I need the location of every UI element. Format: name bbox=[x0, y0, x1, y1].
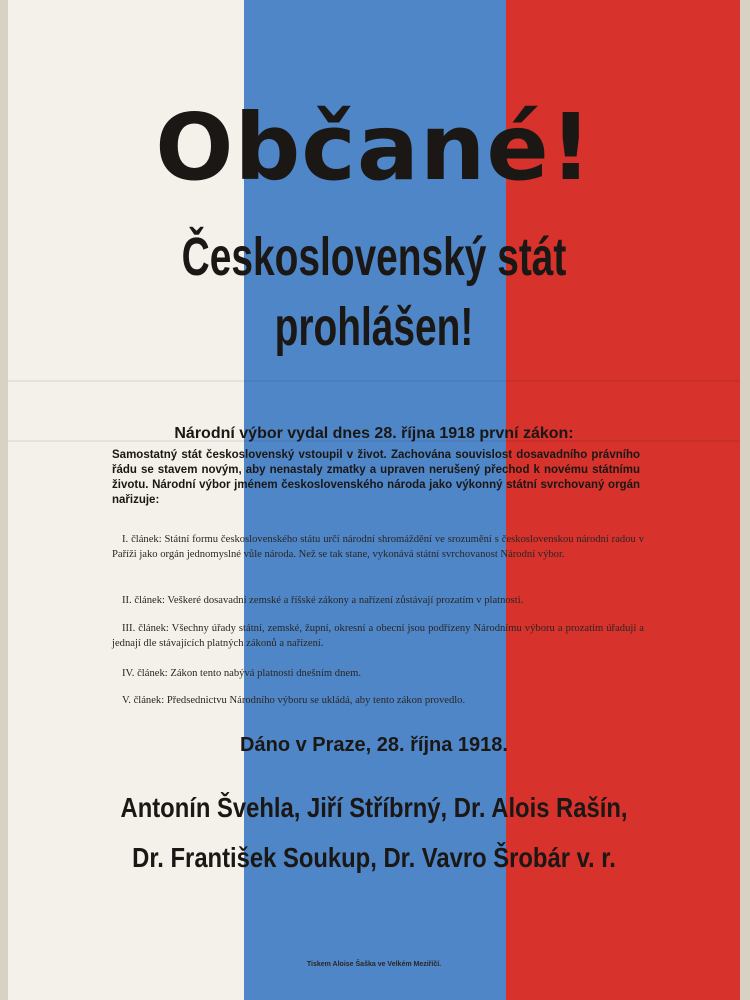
committee-announcement: Národní výbor vydal dnes 28. října 1918 první zákon: bbox=[174, 425, 574, 442]
article-3: III. článek: Všechny úřady státní, zemské, župní, okresní a obecní jsou podřízeny Národnímu výboru a prozatím úřadují a jednají dle stávajících platných zákonů a nařízení. bbox=[112, 623, 644, 649]
proclamation-poster bbox=[8, 0, 740, 1000]
paper-fold-line bbox=[8, 380, 740, 382]
signers-line-2: Dr. František Soukup, Dr. Vavro Šrobár v. r. bbox=[132, 842, 616, 873]
article-5: V. článek: Předsednictvu Národního výboru se ukládá, aby tento zákon provedlo. bbox=[122, 695, 466, 706]
subheadline-line-2: prohlášen! bbox=[274, 297, 474, 357]
printer-imprint: Tiskem Aloise Šaška ve Velkém Meziříčí. bbox=[306, 961, 442, 968]
given-in-prague-line: Dáno v Praze, 28. října 1918. bbox=[240, 734, 508, 756]
headline: Občané! bbox=[155, 94, 593, 201]
article-2: II. článek: Veškeré dosavadní zemské a říšské zákony a nařízení zůstávají prozatím v platnosti. bbox=[122, 595, 524, 606]
article-4: IV. článek: Zákon tento nabývá platnosti dnešním dnem. bbox=[122, 668, 361, 679]
signers-line-1: Antonín Švehla, Jiří Stříbrný, Dr. Alois Rašín, bbox=[120, 792, 628, 823]
intro-paragraph: Samostatný stát československý vstoupil v život. Zachována souvislost dosavadního právního řádu se stavem novým, aby nenastaly zmatky a upraven nerušený přechod k novému státnímu životu. Národní výbor jménem československého národa jako výkonný státní svrchovaný orgán nařizuje: bbox=[112, 449, 640, 506]
subheadline-line-1: Československý stát bbox=[181, 227, 567, 287]
article-1: I. článek: Státní formu československého státu určí národní shromáždění ve srozumění s československou národní radou v Paříži jako orgán jednomyslné vůle národa. Než se tak stane, vykonává státní svrchovanost Národní výbor. bbox=[112, 534, 644, 560]
